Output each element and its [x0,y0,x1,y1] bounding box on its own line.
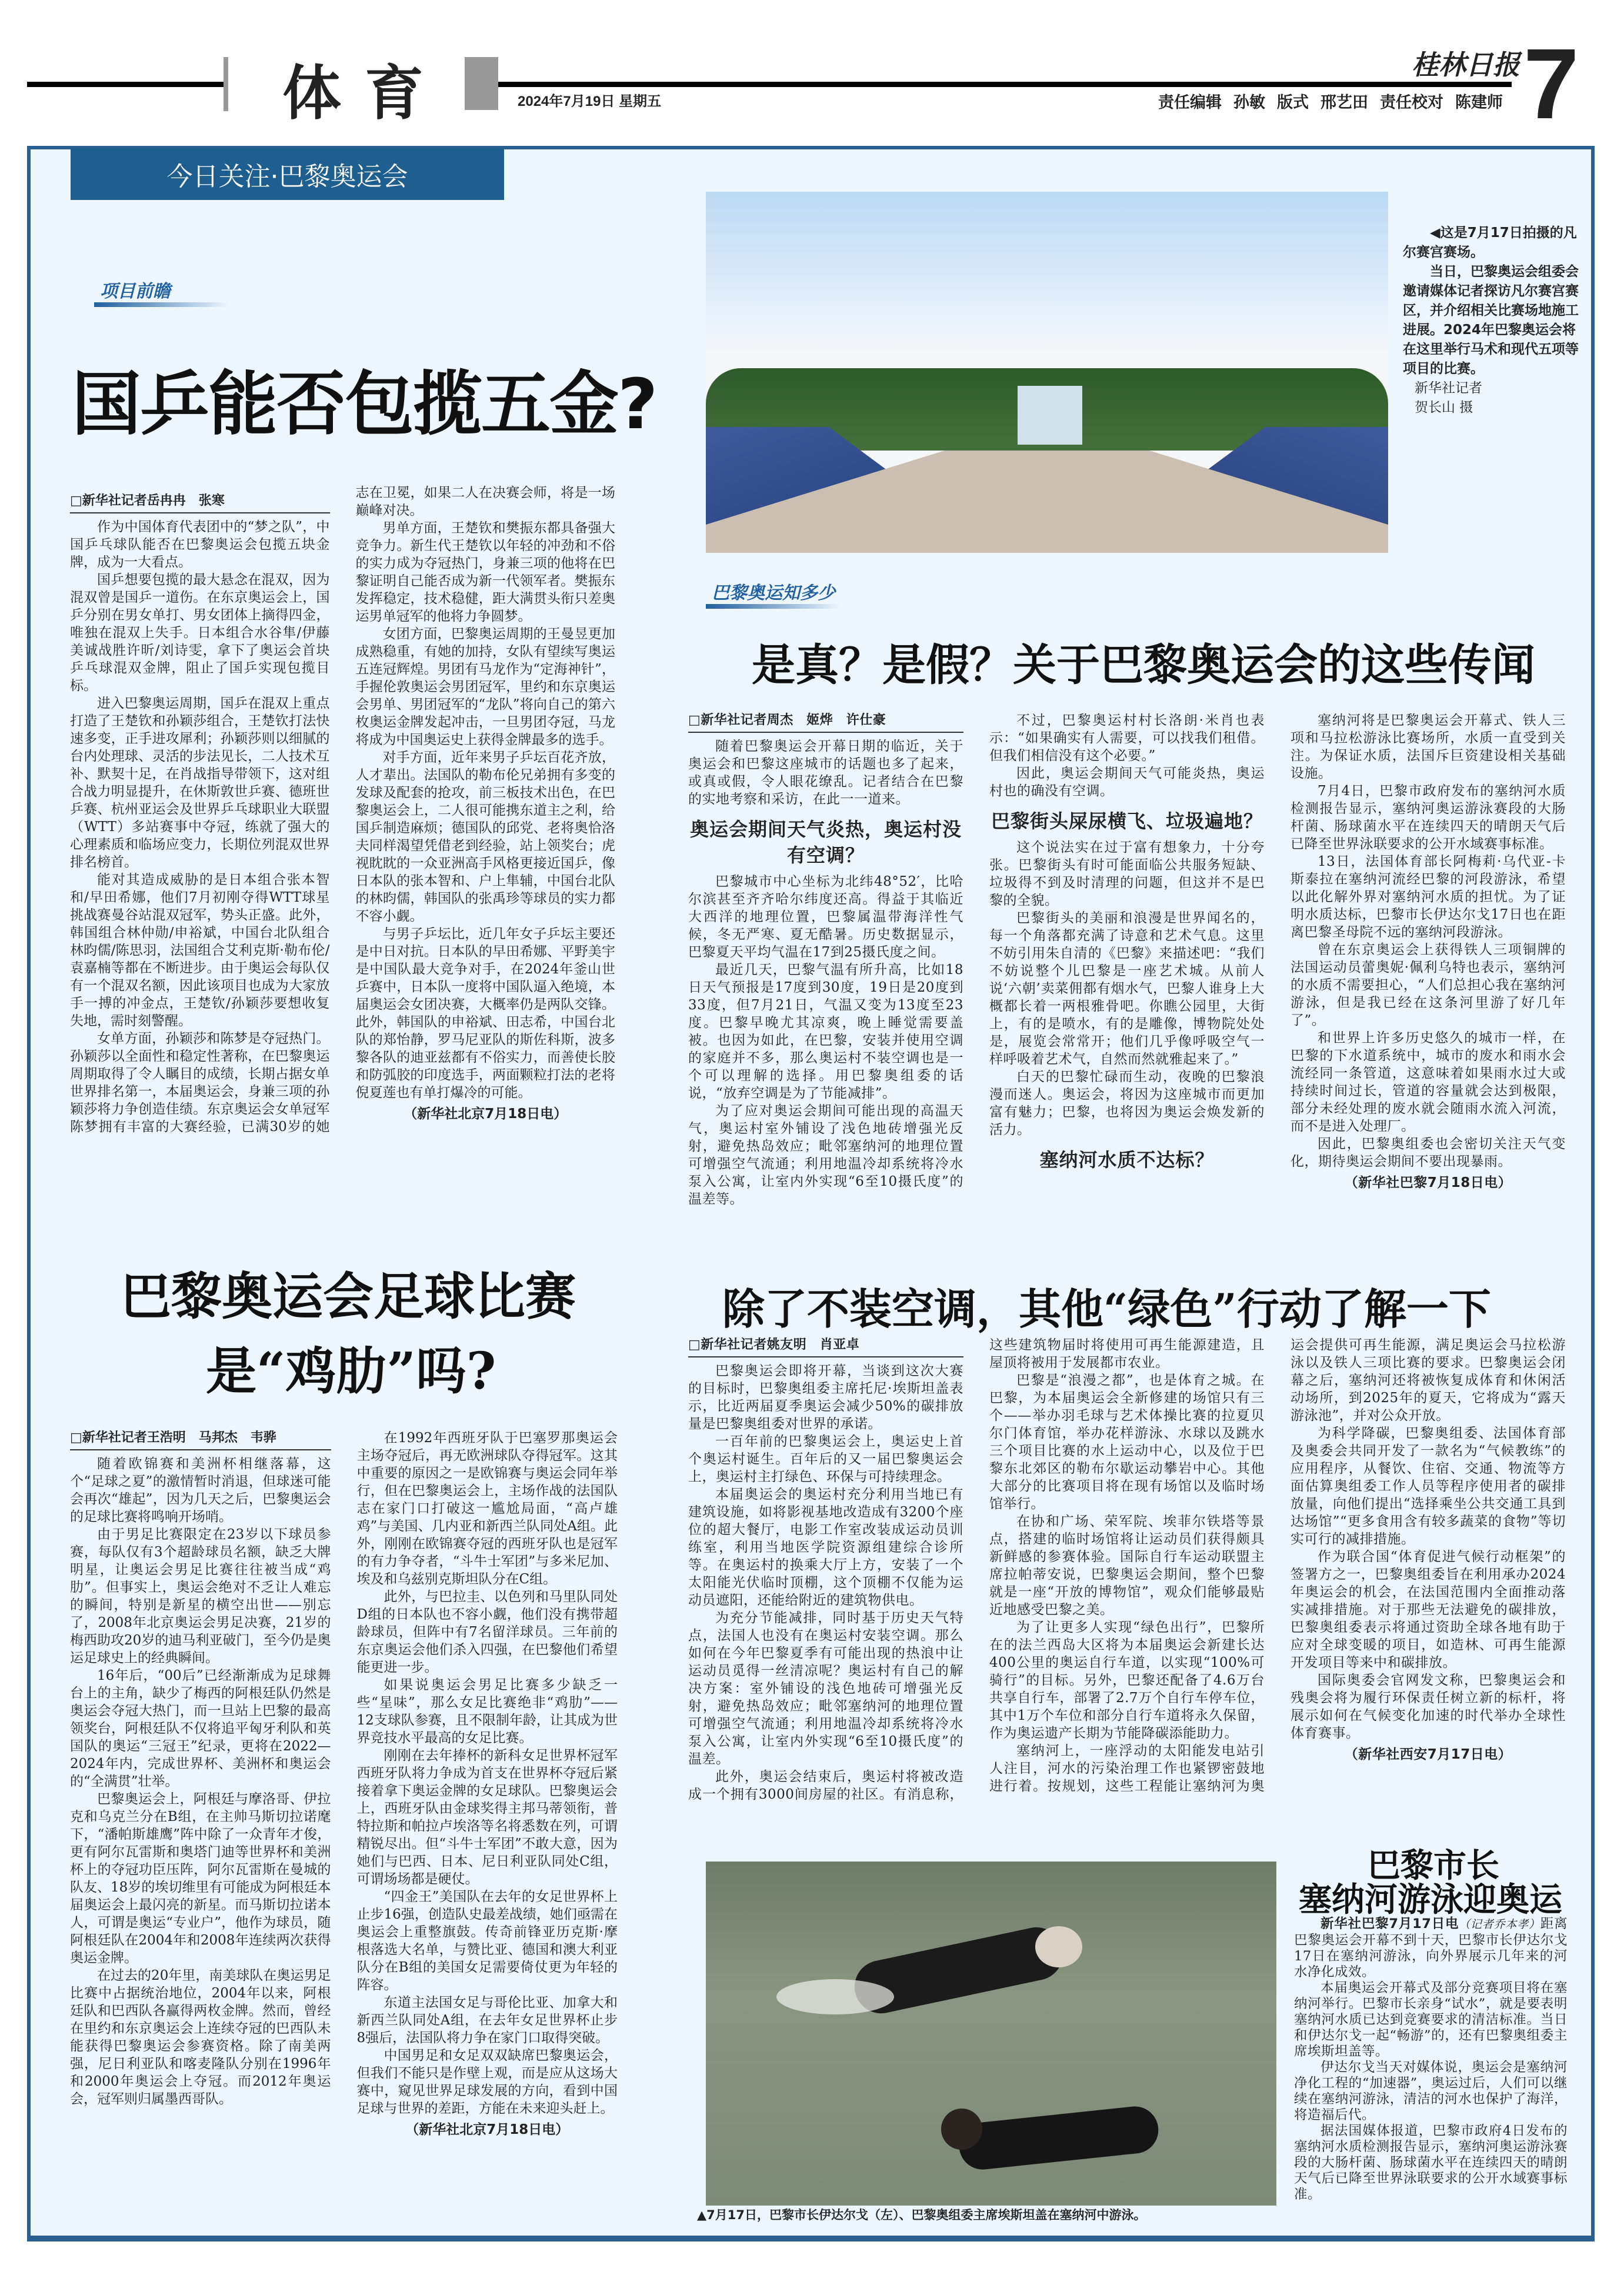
editor-credit: 孙敏 [1233,94,1265,111]
paragraph: 随着欧锦赛和美洲杯相继落幕，这个“足球之夏”的激情暂时消退，但球迷可能会再次“雄起”，因为几天之后，巴黎奥运会的足球比赛将鸣响开场哨。 [70,1456,331,1525]
byline: □新华社记者王浩明 马邦杰 韦骅 [70,1429,331,1450]
paragraph: 为充分节能减排，同时基于历史天气特点，法国人也没有在奥运村安装空调。那么如何在今年巴黎夏季有可能出现的热浪中让运动员觅得一丝清凉呢？奥运村有自己的解决方案：室外铺设的浅色地砖可增强光反射，避免热岛效应；毗邻塞纳河的地理位置可增强空气流通；利用地温冷却系统将冷水泵入公寓，让室内外实现“6至10摄氏度”的温差。 [688,1610,963,1767]
headline-swim-2: 塞纳河游泳迎奥运 [1299,1880,1562,1919]
headline-football-1: 巴黎奥运会足球比赛 [121,1267,576,1326]
paragraph: 此外，奥运会结束后，奥运村将被改造成一个拥有3000间房屋的社区。有消息称，这些建筑物届时将使用可再生能源建造，且屋顶将被用于发展都市农业。 [688,1337,1265,1802]
article-rumors [688,712,1566,1208]
paragraph: 本届奥运会开幕式及部分竞赛项目将在塞纳河举行。巴黎市长亲身“试水”，就是要表明塞纳河水质已达到竞赛要求的清洁标准。当日和伊达尔戈一起“畅游”的，还有巴黎奥组委主席埃斯坦盖等。 [1294,1980,1568,2059]
headline-table-tennis: 国乒能否包揽五金? [72,363,657,445]
masthead-rule-right [498,82,1512,87]
editor-credit: 邢艺田 [1320,94,1368,111]
photo-swimmer-1-cap [1035,1926,1082,1967]
lead-paragraph [1294,1916,1568,1980]
paragraph: 巴黎城市中心坐标为北纬48°52′，比哈尔滨甚至齐齐哈尔纬度还高。得益于其临近大西洋的地理位置，巴黎属温带海洋性气候，冬无严寒、夏无酷暑。历史数据显示，巴黎夏天平均气温在17到25摄氏度之间。 [688,874,963,960]
dateline: （新华社西安7月17日电） [1344,1747,1512,1762]
photo-splash [776,1979,894,2014]
paragraph: 女团方面，巴黎奥运周期的王曼昱更加成熟稳重，有她的加持，女队有望续写奥运五连冠辉煌。男团有马龙作为“定海神针”，手握伦敦奥运会男团冠军，里约和东京奥运会男单、男团冠军的“龙队”将向自己的第六枚奥运金牌发起冲击，一旦男团夺冠，马龙将成为中国奥运史上获得金牌最多的选手。 [355,626,615,748]
paragraph: 一百年前的巴黎奥运会上，奥运史上首个奥运村诞生。百年后的又一届巴黎奥运会上，奥运村主打绿色、环保与可持续理念。 [688,1434,963,1485]
headline-swim-1: 巴黎市长 [1368,1846,1499,1885]
dateline: （新华社北京7月18日电） [405,2122,569,2137]
photo-swimmer-2 [957,2104,1161,2171]
paragraph: 国际奥委会官网发文称，巴黎奥运会和残奥会将为履行环保责任树立新的标杆，将展示如何在气候变化加速的时代举办全球性体育赛事。 [1290,1673,1566,1741]
dateline: （新华社巴黎7月18日电） [1344,1175,1512,1190]
subheading: 奥运会期间天气炎热，奥运村没有空调？ [689,818,962,866]
paragraph: 最近几天，巴黎气温有所升高，比如18日天气预报是17度到30度，19日是20度到33度，但7月21日，气温又变为13度至23度。巴黎早晚尤其凉爽，晚上睡觉需要盖被。也因为如此，在巴黎，安装并使用空调的家庭并不多，那么奥运村不装空调也是一个可以理解的选择。用巴黎奥组委的话说，“放弃空调是为了节能减排”。 [688,962,963,1101]
issue-date: 2024年7月19日 星期五 [518,94,662,109]
caption-line: ◀这是7月17日拍摄的凡尔赛宫赛场。 [1403,225,1577,260]
paragraph: 因此，巴黎奥组委也会密切关注天气变化，期待奥运会期间不要出现暴雨。 [1290,1136,1566,1169]
paragraph: 东道主法国女足与哥伦比亚、加拿大和新西兰队同处A组，在去年女足世界杯止步8强后，法国队将力争在家门口取得突破。 [356,1995,618,2046]
paragraph: 巴黎奥运会上，阿根廷与摩洛哥、伊拉克和乌克兰分在B组，在主帅马斯切拉诺麾下，“潘帕斯雄鹰”阵中除了一众青年才俊，更有阿尔瓦雷斯和奥塔门迪等世界杯和美洲杯上的夺冠功臣压阵，阿尔瓦雷斯在曼城的队友、18岁的埃切维里有可能成为阿根廷本届奥运会上最闪亮的新星。而马斯切拉诺本人，可谓是奥运“专业户”，他作为球员，随阿根廷队在2004年和2008年连续两次获得奥运金牌。 [70,1792,331,1966]
newspaper-logo: 桂林日报 [1412,49,1520,81]
paragraph: 此外，与巴拉圭、以色列和马里队同处D组的日本队也不容小觑，他们没有携带超龄球员，但阵中有7名留洋球员。三年前的东京奥运会他们杀入四强，在巴黎他们希望能更进一步。 [356,1589,618,1675]
paragraph: 因此，奥运会期间天气可能炎热，奥运村也的确没有空调。 [989,766,1265,799]
paragraph: 能对其造成威胁的是日本组合张本智和/早田希娜，他们7月初刚夺得WTT球星挑战赛曼谷站混双冠军，势头正盛。此外，韩国组合林仲勋/申裕斌，中国台北队组合林昀儒/陈思羽，法国组合艾利克斯·勒布伦/袁嘉楠等都在不断进步。由于奥运会每队仅有一个混双名额，因此该项目也成为大家放手一搏的冲金点，王楚钦/孙颖莎要想收复失地，需时刻警醒。 [70,872,330,1029]
byline: □新华社记者姚友明 肖亚卓 [688,1336,963,1357]
subheading: 塞纳河水质不达标？ [1039,1149,1215,1171]
caption-line: 当日，巴黎奥运会组委会邀请媒体记者探访凡尔赛宫赛区，并介绍相关比赛场地施工进展。2024年巴黎奥运会将在这里举行马术和现代五项等项目的比赛。 [1403,264,1579,376]
paragraph: 本届奥运会的奥运村充分利用当地已有建筑设施，如将影视基地改造成有3200个座位的超大餐厅，电影工作室改装成运动员训练室，利用当地医学院资源组建综合诊所等。在奥运村的换乘大厅上方，安装了一个太阳能光伏临时顶棚，这个顶棚不仅能为运动员遮阳，还能给附近的建筑物供电。 [688,1487,963,1608]
paragraph: 为了应对奥运会期间可能出现的高温天气，奥运村室外铺设了浅色地砖增强光反射，避免热岛效应；毗邻塞纳河的地理位置可增强空气流通；利用地温冷却系统将冷水泵入公寓，让室内外实现“6至10摄氏度”的温差等。 [688,1103,963,1207]
editor-credit: 版式 [1277,94,1309,111]
masthead-rule-left [27,82,226,87]
photo-water [1018,386,1082,445]
photo-swimmer-2-head [941,2109,982,2150]
paragraph: 巴黎街头的美丽和浪漫是世界闻名的，每一个角落都充满了诗意和艺术气息。这里不妨引用朱自清的《巴黎》来描述吧：“我们不妨说整个儿巴黎是一座艺术城。从前人说‘六朝’卖菜佣都有烟水气，巴黎人谁身上大概都长着一两根雅骨吧。你瞧公园里，大街上，有的是喷水，有的是雕像，博物院处处是，展览会常常开；他们几乎像呼吸空气一样呼吸着艺术气，自然而然就雅起来了。” [989,910,1265,1067]
article-swim [1294,1916,1568,2203]
paragraph: 塞纳河将是巴黎奥运会开幕式、铁人三项和马拉松游泳比赛场所，水质一直受到关注。为保证水质，法国斥巨资建设相关基础设施。 [1290,713,1566,781]
paragraph: 女单方面，孙颖莎和陈梦是夺冠热门。孙颖莎以全面性和稳定性著称，在巴黎奥运周期取得了令人瞩目的成绩，长期占据女单世界排名第一，本届奥运会，身兼三项的孙颖莎将力争创造佳绩。东京奥运会女单冠军陈梦拥有丰富的大赛经验，已满30岁的她志在卫冕，如果二人在决赛会师，将是一场巅峰对决。 [70,485,615,1135]
paragraph: 对手方面，近年来男子乒坛百花齐放，人才辈出。法国队的勒布伦兄弟拥有多变的发球及配套的抢攻，前三板技术出色，在巴黎奥运会上，二人很可能携东道主之利，给国乒制造麻烦；德国队的邱党、老将奥恰洛夫同样渴望凭借老到经验，站上领奖台；虎视眈眈的一众亚洲高手风格更接近国乒，像日本队的张本智和、户上隼辅，中国台北队的林昀儒，韩国队的张禹珍等球员的实力都不容小觑。 [355,750,615,924]
paragraph: 刚刚在去年捧杯的新科女足世界杯冠军西班牙队将力争成为首支在世界杯夺冠后紧接着拿下奥运金牌的女足球队。巴黎奥运会上，西班牙队由金球奖得主邦马蒂领衔，普特拉斯和帕拉卢埃洛等名将悉数在列，可谓精锐尽出。但“斗牛士军团”不敢大意，因为她们与巴西、日本、尼日利亚队同处C组，可谓场场都是硬仗。 [356,1748,618,1887]
paragraph: 不过，巴黎奥运村村长洛朗·米肖也表示：“如果确实有人需要，可以找我们租借。但我们相信没有这个必要。” [989,713,1265,763]
subheading: 巴黎街头屎尿横飞、垃圾遍地？ [991,810,1263,832]
section-title: 体育 [282,59,447,128]
editor-credit: 责任校对 [1380,94,1443,111]
paragraph: 中国男足和女足双双缺席巴黎奥运会，但我们不能只是作壁上观，而是应从这场大赛中，窥见世界足球发展的方向，看到中国足球与世界的差距，方能在未来迎头赶上。 [356,2048,618,2116]
paragraph: 白天的巴黎忙碌而生动，夜晚的巴黎浪漫而迷人。奥运会，将因为这座城市而更加富有魅力；巴黎，也将因为奥运会焕发新的活力。 [989,1069,1265,1138]
paragraph: 作为联合国“体育促进气候行动框架”的签署方之一，巴黎奥组委旨在利用承办2024年奥运会的机会，在法国范围内全面推动落实减排措施。对于那些无法避免的碳排放，巴黎奥组委表示将通过资助全球各地有助于应对全球变暖的项目，如造林、可再生能源开发项目等来中和碳排放。 [1290,1549,1566,1670]
headline-green: 除了不装空调，其他“绿色”行动了解一下 [722,1284,1491,1334]
paragraph: 男单方面，王楚钦和樊振东都具备强大竞争力。新生代王楚钦以年轻的冲劲和不俗的实力成为夺冠热门，身兼三项的他将在巴黎证明自己能否成为新一代领军者。樊振东发挥稳定，技术稳健，距大满贯头衔只差奥运男单冠军的他将力争圆梦。 [355,521,615,624]
paragraph: 在1992年西班牙队于巴塞罗那奥运会主场夺冠后，再无欧洲球队夺得冠军。这其中重要的原因之一是欧锦赛与奥运会同年举行，但在巴黎奥运会上，主场作战的法国队志在家门口打破这一尴尬局面，“高卢雄鸡”与美国、几内亚和新西兰队同处A组。此外，刚刚在欧锦赛夺冠的西班牙队也是冠军的有力争夺者，“斗牛士军团”与多米尼加、埃及和乌兹别克斯坦队分在C组。 [356,1430,618,1587]
paragraph: 随着巴黎奥运会开幕日期的临近，关于奥运会和巴黎这座城市的话题也多了起来，或真或假，令人眼花缭乱。记者结合在巴黎的实地考察和采访，在此一一道来。 [688,739,963,807]
paragraph: 巴黎奥运会即将开幕，当谈到这次大赛的目标时，巴黎奥组委主席托尼·埃斯坦盖表示，比近两届夏季奥运会减少50%的碳排放量是巴黎奥组委对世界的承诺。 [688,1363,963,1432]
photo-caption-swim: ▲7月17日，巴黎市长伊达尔戈（左）、巴黎奥组委主席埃斯坦盖在塞纳河中游泳。 [697,2208,1146,2222]
page-number: 7 [1523,28,1579,140]
paragraph: 13日，法国体育部长阿梅莉·乌代亚-卡斯泰拉在塞纳河流经巴黎的河段游泳，希望以此化解外界对塞纳河水质的担忧。为了证明水质达标，巴黎市长伊达尔戈17日也在距离巴黎圣母院不远的塞纳河段游泳。 [1290,854,1566,940]
article-table-tennis [70,484,615,1136]
kicker-rumors: 巴黎奥运知多少 [712,578,835,604]
seine-swimming-photo [706,1862,1276,2206]
paragraph: 7月4日，巴黎市政府发布的塞纳河水质检测报告显示，塞纳河奥运游泳赛段的大肠杆菌、肠球菌水平在连续四天的晴朗天气后已降至世界泳联要求的公开水域赛事标准。 [1290,783,1566,852]
lead-text: 距离巴黎奥运会开幕不到十天，巴黎市长伊达尔戈17日在塞纳河游泳，向外界展示几年来的河水净化成效。 [1294,1916,1568,1980]
lead-reporter: （记者乔本孝） [1459,1918,1540,1931]
paragraph: 曾在东京奥运会上获得铁人三项铜牌的法国运动员蕾奥妮·佩利乌特也表示，塞纳河的水质不需要担心，“人们总担心我在塞纳河游泳，但是我已经在这条河里游了好几年了”。 [1290,942,1566,1028]
photo-caption-top [1403,224,1579,418]
editor-credit: 责任编辑 [1158,94,1222,111]
paragraph: 这个说法实在过于富有想象力，十分夸张。巴黎街头有时可能面临公共服务短缺、垃圾得不到及时清理的问题，但这并不是巴黎的全貌。 [989,840,1265,908]
paragraph: 和世界上许多历史悠久的城市一样，在巴黎的下水道系统中，城市的废水和雨水会流经同一条管道，这意味着如果雨水过大或持续时间过长，管道的容量就会达到极限，部分未经处理的废水就会随雨水流入河流，而不是进入处理厂。 [1290,1030,1566,1134]
photo-credit: 新华社记者 [1415,381,1482,396]
editor-credit: 陈建师 [1455,94,1503,111]
paragraph: 在过去的20年里，南美球队在奥运男足比赛中占据统治地位，2004年以来，阿根廷队和巴西队各赢得两枚金牌。然而，曾经在里约和东京奥运会上连续夺冠的巴西队未能获得巴黎奥运会参赛资格。除了南美两强，尼日利亚队和喀麦隆队分别在1996年和2000年奥运会上夺冠。而2012年奥运会，冠军则归属墨西哥队。 [70,1968,331,2107]
photo-credit: 贺长山 摄 [1415,400,1473,415]
paragraph: 与男子乒坛比，近几年女子乒坛主要还是中日对抗。日本队的早田希娜、平野美宇是中国队最大竞争对手，在2024年釜山世乒赛中，日本队一度将中国队逼入绝境，本届奥运会女团决赛，大概率仍是两队交锋。此外，韩国队的申裕斌、田志希，中国台北队的郑怡静，罗马尼亚队的斯佐科斯，波多黎各队的迪亚兹都有不俗实力，而善使长胶和防弧胶的印度选手，两面颗粒打法的老将倪夏莲也有单打爆冷的可能。 [355,926,615,1100]
byline: □新华社记者岳冉冉 张寒 [70,492,330,513]
article-green [688,1336,1566,1803]
headline-rumors: 是真？是假？关于巴黎奥运会的这些传闻 [752,640,1535,690]
section-tab: 今日关注·巴黎奥运会 [71,148,504,200]
paragraph: 16年后，“00后”已经渐渐成为足球舞台上的主角，缺少了梅西的阿根廷队仍然是奥运会夺冠大热门，而一旦站上巴黎的最高领奖台，阿根廷队不仅将追平匈牙利队和英国队的奥运“三冠王”纪录，更将在2022—2024年内，完成世界杯、美洲杯和奥运会的“全满贯”壮举。 [70,1668,331,1789]
masthead-bar-thick [465,57,498,110]
paragraph: 伊达尔戈当天对媒体说，奥运会是塞纳河净化工程的“加速器”，奥运过后，人们可以继续在塞纳河游泳，清洁的河水也保护了海洋，将造福后代。 [1294,2060,1568,2123]
dateline: （新华社北京7月18日电） [404,1106,568,1122]
byline: □新华社记者周杰 姬烨 许仕豪 [688,712,963,733]
lead-dateline: 新华社巴黎7月17日电 [1320,1916,1459,1932]
paragraph: 进入巴黎奥运周期，国乒在混双上重点打造了王楚钦和孙颖莎组合，王楚钦打法快速多变，正手进攻犀利；孙颖莎则以细腻的台内处理球、灵活的步法见长，二人技术互补、默契十足，在肖战指导带领下，这对组合战力明显提升，在休斯敦世乒赛、德班世乒赛、杭州亚运会及世界乒乓球职业大联盟（WTT）多站赛事中夺冠，练就了强大的心理素质和临场应变力，长期位列混双世界排名榜首。 [70,696,330,870]
paragraph: 作为中国体育代表团中的“梦之队”，中国乒乓球队能否在巴黎奥运会包揽五块金牌，成为一大看点。 [70,519,330,570]
paragraph: 在协和广场、荣军院、埃菲尔铁塔等景点，搭建的临时场馆将让运动员们获得颇具新鲜感的参赛体验。国际自行车运动联盟主席拉帕蒂安说，巴黎奥运会期间，整个巴黎就是一座“开放的博物馆”，观众们能够最贴近地感受巴黎之美。 [989,1514,1265,1617]
paragraph: 为科学降碳，巴黎奥组委、法国体育部及奥委会共同开发了一款名为“气候教练”的应用程序，从餐饮、住宿、交通、物流等方面估算奥组委工作人员等程序使用者的碳排放量，向他们提出“选择乘坐公共交通工具到达场馆”“更多食用含有较多蔬菜的食物”等切实可行的减排措施。 [1290,1426,1566,1547]
paragraph: 巴黎是“浪漫之都”，也是体育之城。在巴黎，为本届奥运会全新修建的场馆只有三个——举办羽毛球与艺术体操比赛的拉夏贝尔门体育馆，举办花样游泳、水球以及跳水三个项目比赛的水上运动中心，以及位于巴黎东北郊区的勒布尔歇运动攀岩中心。其他大部分的比赛项目将在现有场馆以及临时场馆举行。 [989,1373,1265,1512]
headline-football-2: 是“鸡肋”吗? [206,1342,496,1401]
paragraph: 如果说奥运会男足比赛多少缺乏一些“星味”，那么女足比赛绝非“鸡肋”——12支球队参赛，且不限制年龄，让其成为世界竞技水平最高的女足比赛。 [356,1677,618,1746]
masthead-bar-thin [224,57,228,111]
paragraph: 为了让更多人实现“绿色出行”，巴黎所在的法兰西岛大区将为本届奥运会新建长达400公里的奥运自行车道，以实现“100%可骑行”的目标。另外，巴黎还配备了4.6万台共享自行车，部署了2.7万个自行车停车位，其中1万个车位和部分自行车道将永久保留，作为奥运遗产长期为节能降碳添能助力。 [989,1620,1265,1741]
versailles-venue-photo [706,192,1388,553]
kicker-preview: 项目前瞻 [100,276,171,302]
paragraph: “四金王”美国队在去年的女足世界杯上止步16强，创造队史最差战绩，她们亟需在奥运会上重整旗鼓。传奇前锋亚历克斯·摩根落选大名单，与赞比亚、德国和澳大利亚队分在B组的美国女足需要倚仗更为年轻的阵容。 [356,1889,618,1993]
editor-credits [1158,89,1503,112]
paragraph: 国乒想要包揽的最大悬念在混双，因为混双曾是国乒一道伤。在东京奥运会上，国乒分别在男女单打、男女团体上摘得四金，唯独在混双上失手。日本组合水谷隼/伊藤美诚战胜许昕/刘诗雯，拿下了奥运会首块乒乓球混双金牌，阻止了国乒实现包揽目标。 [70,572,330,693]
paragraph: 由于男足比赛限定在23岁以下球员参赛，每队仅有3个超龄球员名额，缺乏大牌明星，让奥运会男足比赛往往被当成“鸡肋”。但事实上，奥运会绝对不乏让人难忘的瞬间，特别是新星的横空出世——别忘了，2008年北京奥运会男足决赛，21岁的梅西助攻20岁的迪马利亚破门，至今仍是奥运足球史上的经典瞬间。 [70,1527,331,1666]
paragraph: 塞纳河上，一座浮动的太阳能发电站引人注目，河水的污染治理工作也紧锣密鼓地进行着。按规划，这些工程能让塞纳河为奥运会提供可再生能源，满足奥运会马拉松游泳以及铁人三项比赛的要求。巴黎奥运会闭幕之后，塞纳河还将被恢复成体育和休闲活动场所，到2025年的夏天，它将成为“露天游泳池”，并对公众开放。 [989,1337,1566,1794]
paragraph: 据法国媒体报道，巴黎市政府4日发布的塞纳河水质检测报告显示，塞纳河奥运游泳赛段的大肠杆菌、肠球菌水平在连续四天的晴朗天气后已降至世界泳联要求的公开水域赛事标准。 [1294,2123,1568,2202]
article-football [70,1429,618,2139]
